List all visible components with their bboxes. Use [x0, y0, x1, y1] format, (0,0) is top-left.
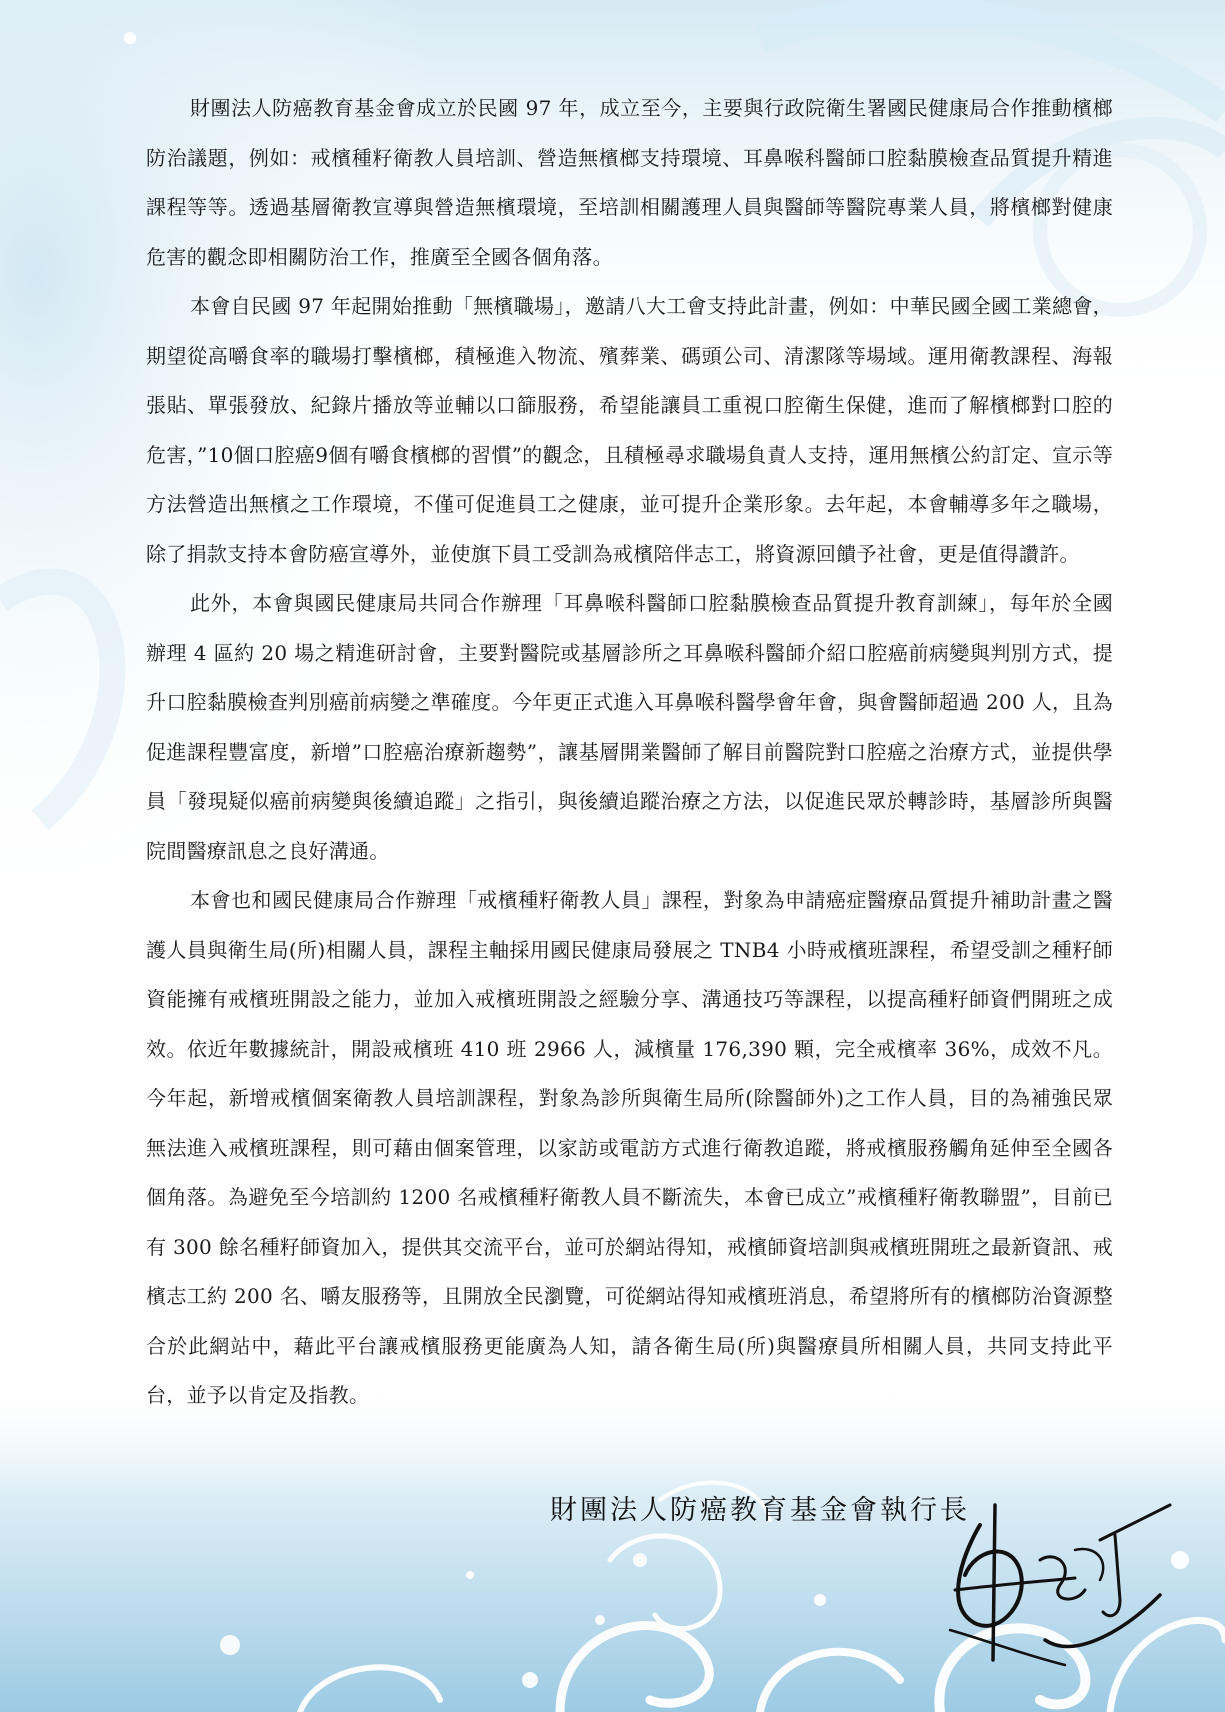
paragraph: 本會也和國民健康局合作辦理「戒檳種籽衛教人員」課程，對象為申請癌症醫療品質提升補助計畫之醫護人員與衛生局(所)相關人員，課程主軸採用國民健康局發展之 TNB4 小時戒檳班課程，希望受訓之種籽師資能擁有戒檳班開設之能力，並加入戒檳班開設之經驗分享、溝通技巧等課程，以提高種籽師資們開班之成效。依近年數據統計，開設戒檳班 410 班 2966 人，減檳量 176,390 顆，完全戒檳率 36%，成效不凡。今年起，新增戒檳個案衛教人員培訓課程，對象為診所與衛生局所(除醫師外)之工作人員，目的為補強民眾無法進入戒檳班課程，則可藉由個案管理，以家訪或電訪方式進行衛教追蹤，將戒檳服務觸角延伸至全國各個角落。為避免至今培訓約 1200 名戒檳種籽衛教人員不斷流失，本會已成立”戒檳種籽衛教聯盟”，目前已有 300 餘名種籽師資加入，提供其交流平台，並可於網站得知，戒檳師資培訓與戒檳班開班之最新資訊、戒檳志工約 200 名、嚼友服務等，且開放全民瀏覽，可從網站得知戒檳班消息，希望將所有的檳榔防治資源整合於此網站中，藉此平台讓戒檳服務更能廣為人知，請各衛生局(所)與醫療員所相關人員，共同支持此平台，並予以肯定及指教。	[146, 888, 1113, 1407]
paragraph: 此外，本會與國民健康局共同合作辦理「耳鼻喉科醫師口腔黏膜檢查品質提升教育訓練」，每年於全國辦理 4 區約 20 場之精進研討會，主要對醫院或基層診所之耳鼻喉科醫師介紹口腔癌前病變與判別方式，提升口腔黏膜檢查判別癌前病變之準確度。今年更正式進入耳鼻喉科醫學會年會，與會醫師超過 200 人，且為促進課程豐富度，新增”口腔癌治療新趨勢”，讓基層開業醫師了解目前醫院對口腔癌之治療方式，並提供學員「發現疑似癌前病變與後續追蹤」之指引，與後續追蹤治療之方法，以促進民眾於轉診時，基層診所與醫院間醫療訊息之良好溝通。	[146, 591, 1113, 863]
letter-body	[146, 84, 1113, 1421]
handwritten-signature	[925, 1490, 1185, 1680]
paragraph: 財團法人防癌教育基金會成立於民國 97 年，成立至今，主要與行政院衛生署國民健康局合作推動檳榔防治議題，例如：戒檳種籽衛教人員培訓、營造無檳榔支持環境、耳鼻喉科醫師口腔黏膜檢查品質提升精進課程等等。透過基層衛教宣導與營造無檳環境，至培訓相關護理人員與醫師等醫院專業人員，將檳榔對健康危害的觀念即相關防治工作，推廣至全國各個角落。	[146, 96, 1113, 269]
signature-title: 財團法人防癌教育基金會執行長	[550, 1495, 970, 1526]
paragraph: 本會自民國 97 年起開始推動「無檳職場」，邀請八大工會支持此計畫，例如：中華民國全國工業總會，期望從高嚼食率的職場打擊檳榔，積極進入物流、殯葬業、碼頭公司、清潔隊等場域。運用衛教課程、海報張貼、單張發放、紀錄片播放等並輔以口篩服務，希望能讓員工重視口腔衛生保健，進而了解檳榔對口腔的危害，”10個口腔癌9個有嚼食檳榔的習慣”的觀念，且積極尋求職場負責人支持，運用無檳公約訂定、宣示等方法營造出無檳之工作環境，不僅可促進員工之健康，並可提升企業形象。去年起，本會輔導多年之職場，除了捐款支持本會防癌宣導外，並使旗下員工受訓為戒檳陪伴志工，將資源回饋予社會，更是值得讚許。	[146, 294, 1113, 566]
